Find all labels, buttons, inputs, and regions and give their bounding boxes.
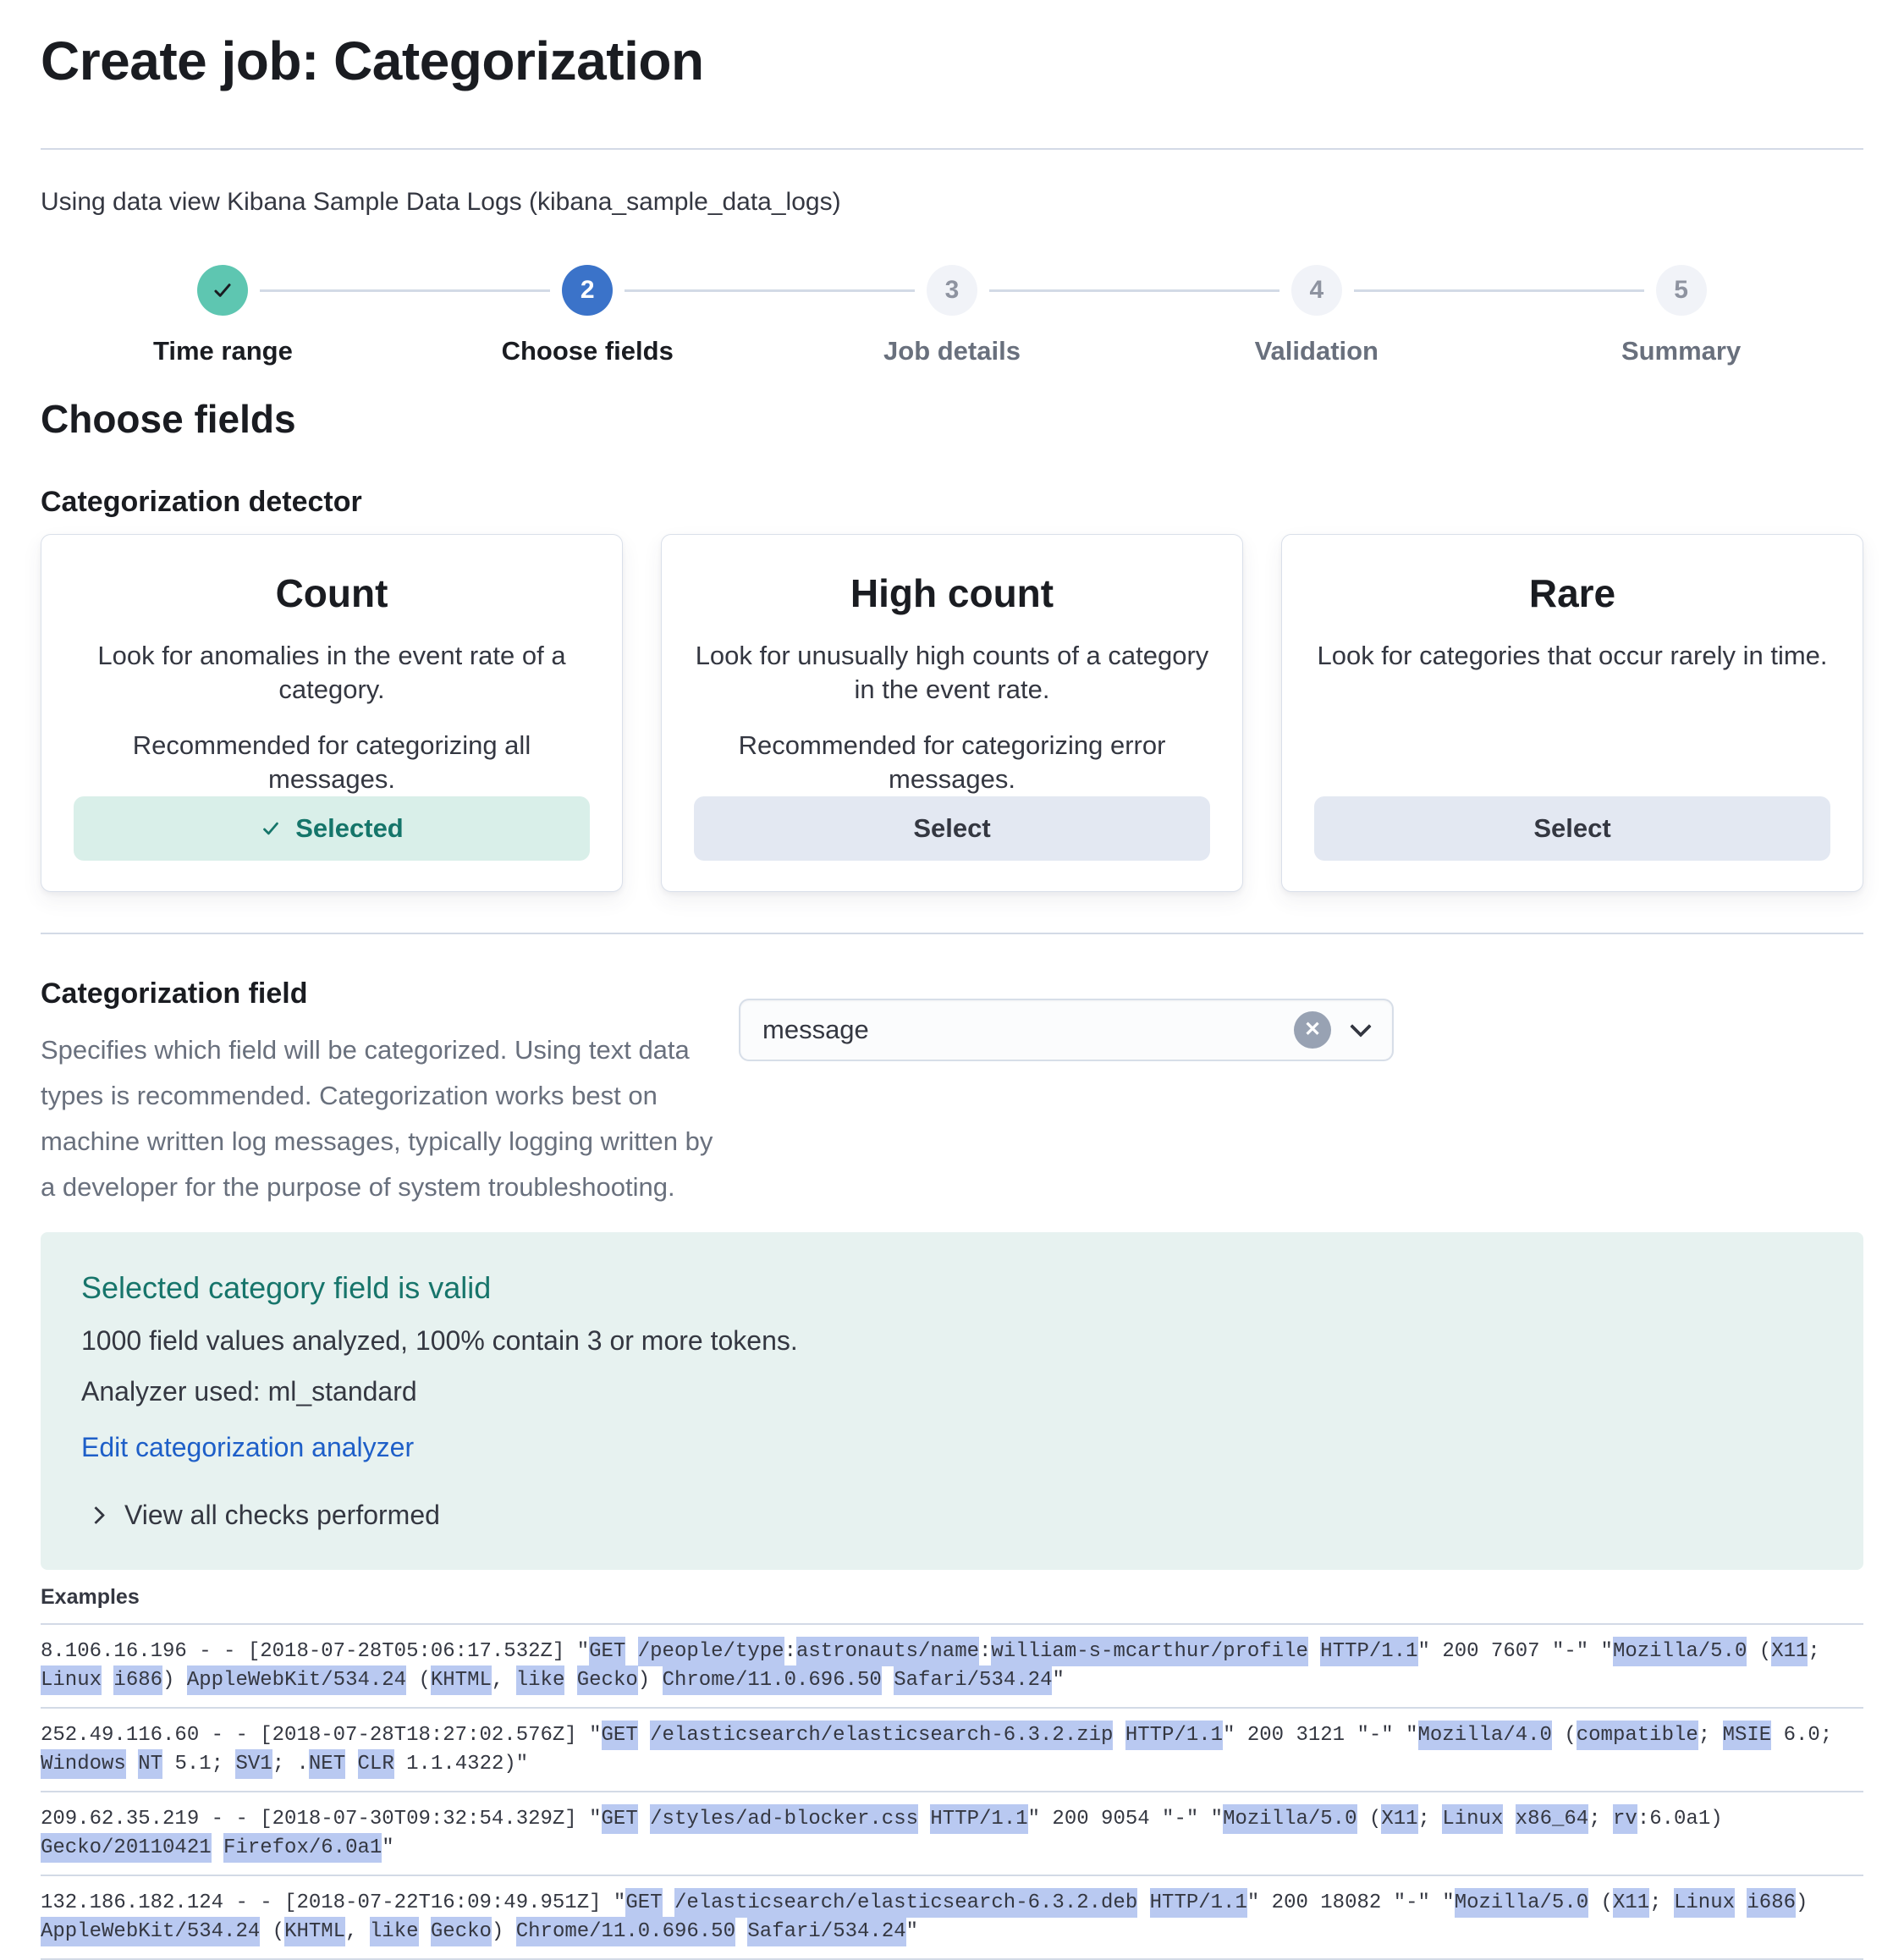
step-complete-circle [197, 265, 248, 316]
plain-token: ( [1551, 1723, 1577, 1747]
highlighted-token: MSIE [1723, 1721, 1772, 1750]
highlighted-token: /elasticsearch/elasticsearch-6.3.2.zip [650, 1721, 1113, 1750]
plain-token: " [382, 1836, 394, 1859]
view-all-checks-toggle[interactable] [81, 1500, 1823, 1531]
highlighted-token: Gecko [431, 1917, 492, 1946]
card-description: Look for anomalies in the event rate of a category. [97, 640, 566, 704]
plain-token [102, 1669, 113, 1692]
header-divider [41, 148, 1863, 150]
plain-token: , [491, 1668, 516, 1692]
step-label: Validation [1254, 335, 1378, 366]
step-number: 3 [927, 265, 977, 316]
plain-token [1308, 1640, 1320, 1663]
highlighted-token: like [516, 1665, 565, 1695]
plain-token: 132.186.182.124 - - [2018-07-22T16:09:49.951Z] " [41, 1891, 626, 1914]
highlighted-token: x86_64 [1516, 1804, 1588, 1834]
highlighted-token: Mozilla/5.0 [1223, 1804, 1356, 1834]
highlighted-token: NT [138, 1749, 162, 1779]
highlighted-token: KHTML [431, 1665, 492, 1695]
field-valid-callout [41, 1232, 1863, 1570]
highlighted-token: X11 [1771, 1637, 1808, 1666]
categorization-field-heading: Categorization field [41, 977, 308, 1010]
plain-token: ; . [272, 1752, 309, 1776]
plain-token: : [784, 1639, 796, 1663]
plain-token [564, 1669, 576, 1692]
plain-token [1503, 1808, 1515, 1831]
plain-token: ; [1417, 1807, 1443, 1831]
choose-fields-heading: Choose fields [41, 396, 296, 441]
highlighted-token: Windows [41, 1749, 126, 1779]
step-choose-fields[interactable] [405, 265, 770, 366]
high-count-select-button[interactable] [694, 796, 1210, 861]
highlighted-token: Mozilla/4.0 [1418, 1721, 1552, 1750]
highlighted-token: compatible [1577, 1721, 1698, 1750]
step-number: 4 [1291, 265, 1342, 316]
highlighted-token: HTTP/1.1 [930, 1804, 1027, 1834]
plain-token: ; [1649, 1891, 1674, 1914]
plain-token [663, 1891, 674, 1914]
callout-analyzer-line: Analyzer used: ml_standard [81, 1375, 417, 1407]
plain-token: 209.62.35.219 - - [2018-07-30T09:32:54.329Z] " [41, 1807, 602, 1831]
highlighted-token: william-s-mcarthur/profile [991, 1637, 1307, 1666]
highlighted-token: i686 [113, 1665, 162, 1695]
highlighted-token: KHTML [284, 1917, 345, 1946]
plain-token: " 200 18082 "-" " [1246, 1891, 1455, 1914]
detector-cards [41, 534, 1863, 892]
data-view-line: Using data view Kibana Sample Data Logs (kibana_sample_data_logs) [41, 187, 841, 216]
card-title: High count [850, 570, 1054, 615]
check-icon [211, 278, 234, 302]
create-job-categorization-page [0, 29, 1904, 1960]
card-recommendation: Recommended for categorizing error messages. [738, 729, 1166, 794]
button-label: Selected [295, 812, 404, 843]
step-time-range[interactable] [41, 265, 405, 366]
chevron-right-icon [87, 1506, 105, 1524]
examples-header: Examples [41, 1585, 1863, 1625]
highlighted-token: /elasticsearch/elasticsearch-6.3.2.deb [674, 1888, 1137, 1918]
plain-token [882, 1669, 894, 1692]
highlighted-token: HTTP/1.1 [1320, 1637, 1417, 1666]
callout-analysis-line: 1000 field values analyzed, 100% contain 3 or more tokens. [81, 1324, 798, 1356]
plain-token: , [345, 1919, 370, 1943]
example-log-row [41, 1792, 1863, 1876]
wizard-stepper [41, 265, 1863, 366]
plain-token: 6.0; [1771, 1723, 1845, 1747]
plain-token: ( [406, 1668, 431, 1692]
plain-token [638, 1808, 650, 1831]
plain-token: ( [1747, 1639, 1772, 1663]
rare-select-button[interactable] [1314, 796, 1830, 861]
plain-token [345, 1753, 357, 1776]
toggle-label: View all checks performed [124, 1499, 440, 1530]
chevron-down-icon[interactable] [1350, 1016, 1371, 1037]
highlighted-token: Safari/534.24 [894, 1665, 1052, 1695]
highlighted-token: i686 [1747, 1888, 1796, 1918]
highlighted-token: AppleWebKit/534.24 [187, 1665, 406, 1695]
categorization-field-info [41, 973, 718, 1210]
highlighted-token: /styles/ad-blocker.css [650, 1804, 918, 1834]
highlighted-token: Linux [1674, 1888, 1735, 1918]
examples-section [41, 1585, 1863, 1960]
step-number: 2 [562, 265, 613, 316]
plain-token: ; [1588, 1807, 1613, 1831]
step-validation[interactable] [1134, 265, 1499, 366]
highlighted-token: HTTP/1.1 [1125, 1721, 1223, 1750]
highlighted-token: astronauts/name [796, 1637, 979, 1666]
step-label: Job details [883, 335, 1021, 366]
detector-card-high-count [661, 534, 1243, 892]
button-label: Select [1533, 812, 1611, 843]
plain-token: ; [1808, 1639, 1833, 1663]
plain-token [638, 1724, 650, 1747]
highlighted-token: GET [625, 1888, 662, 1918]
plain-token [1113, 1724, 1125, 1747]
highlighted-token: rv [1613, 1804, 1637, 1834]
categorization-field-description: Specifies which field will be categorized. Using text data types is recommended. Categorization works best on machine written log messages, typically logging written by a developer for the purpose of system troubleshooting. [41, 1034, 713, 1202]
highlighted-token: Mozilla/5.0 [1613, 1637, 1747, 1666]
step-label: Time range [152, 335, 293, 366]
plain-token [419, 1920, 431, 1943]
plain-token: " 200 7607 "-" " [1417, 1639, 1613, 1663]
plain-token [126, 1753, 138, 1776]
categorization-detector-heading: Categorization detector [41, 485, 362, 518]
plain-token: 8.106.16.196 - - [2018-07-28T05:06:17.532Z] " [41, 1639, 590, 1663]
callout-title: Selected category field is valid [81, 1269, 492, 1305]
examples-list [41, 1625, 1863, 1960]
highlighted-token: Linux [1442, 1804, 1503, 1834]
step-label: Choose fields [501, 335, 674, 366]
plain-token: 1.1.4322)" [393, 1752, 529, 1776]
plain-token: 5.1; [162, 1752, 236, 1776]
plain-token: ) [1796, 1891, 1820, 1914]
section-divider [41, 933, 1863, 934]
clear-selection-icon[interactable]: ✕ [1294, 1011, 1331, 1049]
highlighted-token: Safari/534.24 [747, 1917, 905, 1946]
page-title: Create job: Categorization [41, 30, 704, 91]
plain-token [212, 1836, 223, 1859]
plain-token: 252.49.116.60 - - [2018-07-28T18:27:02.576Z] " [41, 1723, 602, 1747]
step-number: 5 [1656, 265, 1707, 316]
card-title: Count [275, 570, 388, 615]
step-label: Summary [1621, 335, 1742, 366]
example-log-row [41, 1709, 1863, 1792]
plain-token [1137, 1891, 1149, 1914]
plain-token: ) [637, 1668, 663, 1692]
example-log-row [41, 1876, 1863, 1960]
highlighted-token: Gecko/20110421 [41, 1833, 212, 1863]
plain-token [625, 1640, 637, 1663]
count-selected-button[interactable] [74, 796, 590, 861]
highlighted-token: Linux [41, 1665, 102, 1695]
highlighted-token: X11 [1613, 1888, 1649, 1918]
highlighted-token: X11 [1381, 1804, 1417, 1834]
highlighted-token: /people/type [638, 1637, 784, 1666]
plain-token: :6.0a1) [1637, 1807, 1736, 1831]
detector-card-rare [1281, 534, 1863, 892]
highlighted-token: Firefox/6.0a1 [223, 1833, 382, 1863]
highlighted-token: CLR [358, 1749, 394, 1779]
highlighted-token: GET [602, 1804, 638, 1834]
step-job-details[interactable] [770, 265, 1135, 366]
highlighted-token: NET [309, 1749, 345, 1779]
highlighted-token: like [370, 1917, 419, 1946]
button-label: Select [913, 812, 991, 843]
check-icon [260, 818, 282, 840]
plain-token: " 200 3121 "-" " [1223, 1723, 1418, 1747]
plain-token: ; [1698, 1723, 1723, 1747]
combobox-value: message [762, 1014, 869, 1044]
card-recommendation: Recommended for categorizing all messages. [132, 729, 531, 794]
edit-categorization-analyzer-link[interactable]: Edit categorization analyzer [81, 1431, 415, 1462]
highlighted-token: AppleWebKit/534.24 [41, 1917, 260, 1946]
plain-token: ) [491, 1919, 516, 1943]
plain-token: " [905, 1919, 919, 1943]
plain-token: ) [162, 1668, 187, 1692]
plain-token: ( [1356, 1807, 1382, 1831]
plain-token: ( [1588, 1891, 1613, 1914]
plain-token [735, 1920, 747, 1943]
highlighted-token: HTTP/1.1 [1150, 1888, 1247, 1918]
plain-token: " 200 9054 "-" " [1027, 1807, 1224, 1831]
categorization-field-combobox[interactable] [739, 999, 1394, 1061]
detector-card-count [41, 534, 623, 892]
highlighted-token: Mozilla/5.0 [1455, 1888, 1588, 1918]
highlighted-token: SV1 [235, 1749, 272, 1779]
plain-token: " [1052, 1668, 1065, 1692]
highlighted-token: GET [602, 1721, 638, 1750]
highlighted-token: Chrome/11.0.696.50 [663, 1665, 882, 1695]
plain-token [918, 1808, 930, 1831]
highlighted-token: Chrome/11.0.696.50 [516, 1917, 735, 1946]
categorization-field-section [41, 973, 1863, 1210]
step-summary[interactable] [1499, 265, 1863, 366]
plain-token [1735, 1891, 1747, 1914]
card-title: Rare [1528, 570, 1616, 615]
plain-token: : [979, 1639, 992, 1663]
highlighted-token: GET [589, 1637, 625, 1666]
card-description: Look for categories that occur rarely in time. [1317, 640, 1828, 670]
example-log-row [41, 1625, 1863, 1709]
plain-token: ( [260, 1919, 285, 1943]
highlighted-token: Gecko [577, 1665, 638, 1695]
card-description: Look for unusually high counts of a category in the event rate. [695, 640, 1209, 704]
